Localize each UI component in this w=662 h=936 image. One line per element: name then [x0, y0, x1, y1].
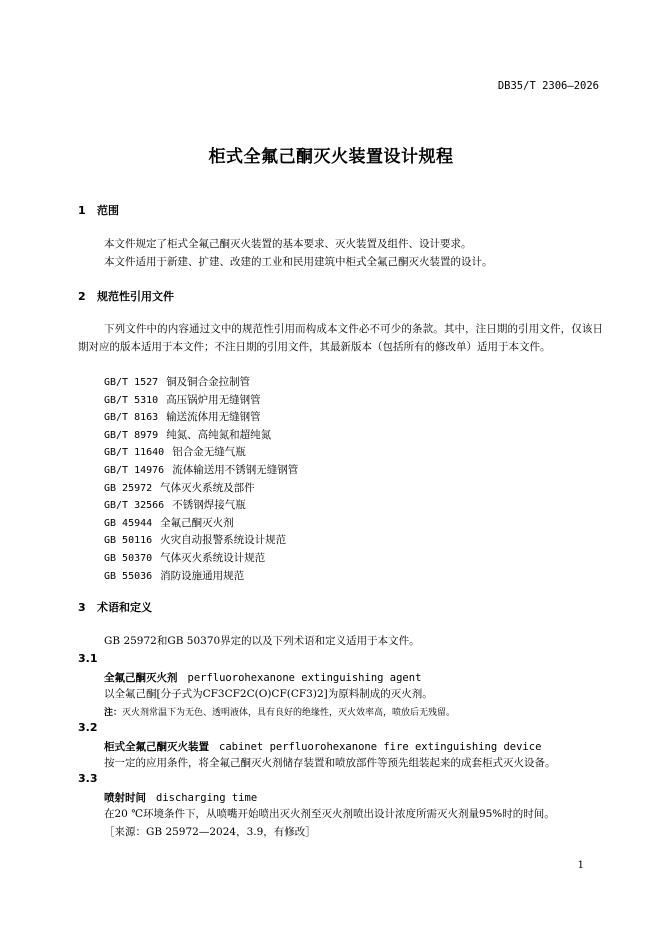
note-label: 注：: [104, 708, 123, 718]
reference-item: [104, 374, 250, 389]
reference-item: [104, 480, 255, 495]
reference-code: GB/T 32566: [104, 500, 165, 512]
section-1-para-2: 本文件适用于新建、扩建、改建的工业和民用建筑中柜式全氟己酮灭火装置的设计。: [104, 256, 493, 268]
reference-name: 纯氮、高纯氮和超纯氮: [166, 428, 272, 441]
reference-item: [104, 392, 261, 407]
reference-name: 铜及铜合金拉制管: [166, 376, 251, 388]
reference-code: GB/T 1527: [104, 377, 159, 388]
term-3-1-zh: 全氟己酮灭火剂: [104, 672, 178, 684]
section-2-intro: 下列文件中的内容通过文中的规范性引用而构成本文件必不可少的条款。其中，注日期的引用文件，仅该日期对应的版本适用于本文件；不注日期的引用文件，其最新版本（包括所有的修改单）适用于本文件。: [78, 323, 603, 353]
reference-code: GB/T 8163: [104, 412, 159, 424]
reference-code: GB 50116: [104, 535, 153, 547]
reference-item: [104, 444, 246, 459]
term-3-1-heading: [104, 670, 421, 685]
page-number: 1: [577, 860, 584, 871]
section-1-para-1: 本文件规定了柜式全氟己酮灭火装置的基本要求、灭火装置及组件、设计要求。: [104, 238, 472, 250]
reference-name: 消防设施通用规范: [160, 569, 245, 582]
term-3-3-definition: 在20 ℃环境条件下，从喷嘴开始喷出灭火剂至灭火剂喷出设计浓度所需灭火剂量95%时的时间。: [104, 808, 555, 820]
term-3-2-number: 3.2: [78, 721, 98, 734]
reference-name: 高压锅炉用无缝钢管: [166, 393, 261, 406]
term-3-3-number: 3.3: [78, 772, 98, 785]
note-text: 灭火剂常温下为无色、透明液体，具有良好的绝缘性，灭火效率高，喷放后无残留。: [122, 708, 456, 718]
reference-name: 铝合金无缝气瓶: [172, 446, 246, 459]
section-1-heading: [78, 202, 119, 218]
reference-name: 气体灭火系统设计规范: [160, 552, 266, 564]
reference-code: GB/T 14976: [104, 465, 165, 476]
reference-item: [104, 515, 234, 530]
reference-item: [104, 497, 246, 512]
reference-item: [104, 462, 298, 477]
document-title: 柜式全氟己酮灭火装置设计规程: [208, 147, 454, 167]
term-3-1-note: [104, 705, 455, 718]
term-3-2-definition: 按一定的应用条件，将全氟己酮灭火剂储存装置和喷放部件等预先组装起来的成套柜式灭火设备。: [104, 757, 556, 769]
reference-code: GB 45944: [104, 517, 153, 529]
term-3-2-heading: [104, 739, 541, 754]
term-3-2-zh: 柜式全氟己酮灭火装置: [104, 741, 209, 753]
reference-code: GB 55036: [104, 570, 153, 582]
section-3-intro: GB 25972和GB 50370界定的以及下列术语和定义适用于本文件。: [104, 635, 420, 647]
section-1-title: 范围: [97, 204, 119, 217]
doc-code-header: DB35/T 2306—2026: [497, 80, 599, 92]
reference-code: GB 50370: [104, 553, 153, 564]
reference-name: 流体输送用不锈钢无缝钢管: [172, 464, 299, 476]
term-3-2-en: cabinet perfluorohexanone fire extinguishing device: [219, 741, 542, 753]
term-3-1-number: 3.1: [78, 652, 98, 665]
reference-item: [104, 532, 286, 547]
section-2-title: 规范性引用文件: [97, 290, 174, 303]
term-3-1-definition: 以全氟己酮[分子式为CF3CF2C(O)CF(CF3)2]为原料制成的灭火剂。: [104, 688, 433, 700]
term-3-1-en: perfluorohexanone extinguishing agent: [187, 672, 422, 684]
section-3-title: 术语和定义: [97, 601, 152, 614]
section-3-heading: [78, 599, 152, 615]
section-3-number: 3: [78, 601, 86, 614]
reference-code: GB/T 11640: [104, 447, 165, 459]
term-3-3-en: discharging time: [156, 792, 258, 804]
term-3-3-heading: [104, 790, 257, 805]
reference-item: [104, 427, 271, 442]
section-1-number: 1: [78, 204, 86, 217]
reference-code: GB/T 5310: [104, 394, 159, 406]
reference-name: 全氟己酮灭火剂: [160, 516, 234, 529]
reference-item: [104, 568, 244, 583]
reference-item: [104, 550, 265, 565]
section-2-number: 2: [78, 290, 86, 303]
reference-name: 火灾自动报警系统设计规范: [160, 534, 287, 547]
reference-name: 输送流体用无缝钢管: [166, 411, 261, 424]
section-2-heading: [78, 288, 174, 304]
term-3-3-zh: 喷射时间: [104, 792, 146, 804]
reference-name: 不锈钢焊接气瓶: [172, 499, 246, 512]
reference-item: [104, 409, 261, 424]
term-3-3-source: ［来源：GB 25972—2024，3.9，有修改］: [104, 826, 316, 838]
reference-code: GB 25972: [104, 482, 153, 494]
reference-name: 气体灭火系统及部件: [160, 481, 255, 494]
reference-code: GB/T 8979: [104, 429, 159, 441]
